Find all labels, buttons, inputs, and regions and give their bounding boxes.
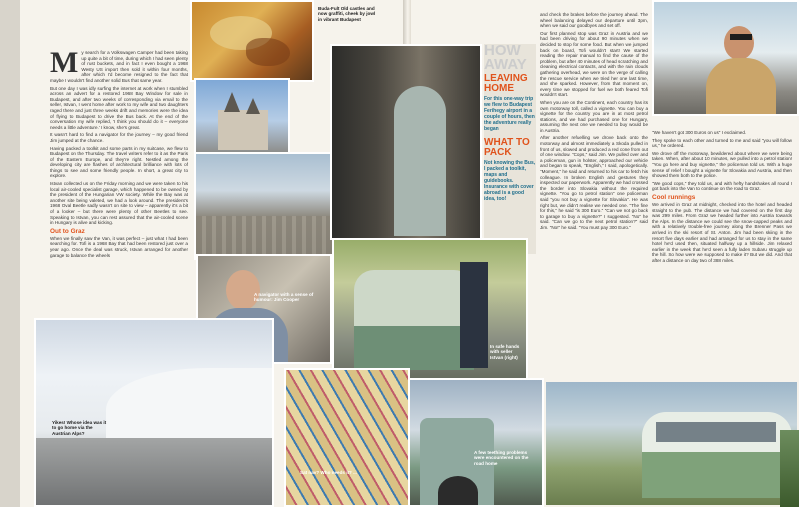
travel-sidebar bbox=[484, 44, 536, 254]
city-panorama-photo bbox=[194, 152, 344, 260]
sidebar-how-away: HOW AWAY bbox=[484, 42, 527, 73]
right-column-1 bbox=[540, 12, 648, 368]
roadside-repair-photo bbox=[408, 378, 544, 507]
page-corner bbox=[780, 430, 799, 507]
body-paragraph: They spoke to each other and turned to me and said "you will follow us," he ordered. bbox=[652, 137, 792, 149]
body-paragraph: When you are on the Continent, each country has its own motorway toll, called a vignette. You can buy a vignette for the country you are in at most petrol stations, and we had purchased one for Hungary, assuming the next one we needed to buy would be in Austria. bbox=[540, 99, 648, 133]
graffiti-photo bbox=[190, 0, 314, 82]
intro-paragraph: It wasn't hard to find a navigator for the journey – my good friend Jim jumped at the chance. bbox=[50, 132, 188, 143]
caption-teething: A few teething problems were encountered on the road home bbox=[474, 450, 529, 466]
caption-snow: Yikes! Whose idea was it to go home via the Austrian Alps? bbox=[52, 420, 107, 436]
caption-budapest: Buda-Fult Old castles and now graffiti, cheek by jowl in vibrant Budapest bbox=[318, 6, 376, 22]
intro-paragraph: When we finally saw the Van, it was perfect – just what I had been searching for. Tofi is a 1968 Bay that had been restored just over a year ago. Once the deal was struck, Istvan arranged for another garage to balance the wheels bbox=[50, 235, 188, 258]
vw-camper-photo bbox=[544, 380, 799, 507]
map-photo bbox=[284, 368, 410, 507]
body-paragraph: After another refuelling we drove back onto the motorway and almost immediately a Skoda pulled in front of us, slowed and produced a red cone from out of one window. "Cops," said Jim. We pulled over and a policeman, gun in holster, approached our vehicle and began to speak, "English," I said, apologetically. "Moment," he said and returned to his car to fetch his colleague. In broken English and gestures they inspected our paperwork. Apparently we had crossed the border into Slovakia without the required vignette. "You go to petrol station" one policeman said "you not buy a vignette for Slovakia". He was right but, we didn't realise we needed one. "The fine for this," he said "is 300 Euro." "Can we not go back to garage to buy a vignette?" I suggested. "No" he said. "Can we go to the next petrol station?" said Jim. "No!" he said. "You must pay 300 Euro." bbox=[540, 135, 648, 230]
sale-photo bbox=[332, 238, 528, 384]
caption-sale: In safe hands with seller Istvan (right) bbox=[490, 344, 520, 360]
intro-column bbox=[50, 50, 188, 312]
sidebar-leaving-home-heading: LEAVING HOME bbox=[484, 73, 528, 94]
subhead-cool-runnings: Cool runnings bbox=[652, 193, 696, 201]
archway-photo bbox=[330, 44, 482, 240]
subhead-out-to-graz: Out to Graz bbox=[50, 227, 85, 235]
body-paragraph: We drove off the motorway, bewildered about where we were being taken. When, after about 10 minutes, we pulled into a petrol station! "You go here and buy vignette," the policeman told us. With a huge sense of relief I bought a vignette for Slovakia and Austria, and then showed them both to the police. bbox=[652, 150, 792, 179]
intro-paragraph: y search for a Volkswagen Camper had been taking up quite a bit of time, during which I had seen plenty of rust buckets, and in fact I even bought a 1968 Westy US import then sold it within four months, after which I'd become resigned to the fact that maybe I wouldn't find another solid Bus that same year. bbox=[50, 50, 188, 83]
drop-cap: M bbox=[50, 50, 79, 79]
right-column-2 bbox=[652, 130, 792, 366]
man-on-deck-photo bbox=[652, 0, 799, 116]
body-paragraph: and check the brakes before the journey ahead. The wheel balancing delayed our departure until 3pm, when we said our goodbyes and set off. bbox=[540, 12, 648, 29]
intro-paragraph: Having packed a toolkit and some parts in my suitcase, we flew to Budapest on the Thursday. The travel writers refer to it as the Paris of the Eastern Europe, and they're right. Nestled among the developing city are flashes of architectural brilliance with lots of things to see and some friendly people. In short, a great city to explore. bbox=[50, 145, 188, 179]
caption-navigator: A navigator with a sense of humour: Jim Cooper bbox=[254, 292, 314, 303]
body-paragraph: "We haven't got 300 Euros on us" I exclaimed. bbox=[652, 130, 747, 135]
left-edge bbox=[0, 0, 20, 507]
sidebar-leaving-home-text: For this one-way trip we flew to Budapest Ferihegy airport in a couple of hours, then the adventure really began bbox=[484, 96, 535, 132]
body-paragraph: We arrived in Graz at midnight, checked into the hotel and headed straight to the pub. The distance we had covered on the first day was 299 miles. From Graz we headed further into Austria towards the Alps. In the distance we could see the snow-capped peaks and with a relatively trouble-free journey along the Brenner Pass we arrived in the ski resort of St. Anton. Jim had been skiing in the resort five days earlier and had arranged for us to stay in the same hotel he'd used then, situated halfway up a hillside. Jim relaxed earlier in the week that he'd seen a fully laden Subaru struggle up the hill. So how were we supposed to make it? But we did. And that after a distance on day two of 388 miles. bbox=[652, 201, 792, 263]
castle-photo bbox=[194, 78, 290, 156]
caption-map: Sat nav? Who needs it? ... bbox=[300, 470, 357, 475]
intro-paragraph: But one day I was idly surfing the internet at work when I stumbled across an advert for a restored 1968 Bay Window for sale in Budapest, and after two weeks of corresponding via email to the seller, Istvan, I went home after work to my wife and two daughters raged there and just three weeks drift and memories were the idea of flying to Budapest to drive the Bus back. At the end of the conversation my wife replied, 'I think you should do it – everyone needs a little adventure.' I know, she's great. bbox=[50, 85, 188, 130]
snowy-road-photo bbox=[34, 318, 274, 507]
body-paragraph: "We good cops," they told us, and with hefty handshakes all round I got back into the Van to continue on the road to Graz. bbox=[652, 180, 792, 192]
sidebar-what-to-pack-heading: WHAT TO PACK bbox=[484, 137, 530, 158]
body-paragraph: Our first planned stop was Graz in Austria and we had been driving for about 90 minutes when we decided to stop for some food. But when we jumped back on board, Tofi wouldn't start! We started reading the repair manual to find the cause of the problem, but after 40 minutes of head scratching and cleaning electrical contacts, and with the rain clouds gathering overhead, we were on the verge of calling the rescue service when we tried her one last time, and she sparked. However, from that moment on, every time we stopped for fuel we both feared Tofi wouldn't start. bbox=[540, 30, 648, 98]
intro-paragraph: Istvan collected us on the Friday morning and we were taken to his local air-cooled specialist garage, which happened to be owned by the president of the Hungarian VW society. While the Bay was at another site being valeted, we had a look around. The president's 1968 Oval Beetle sadly wasn't on site to view – apparently it's a bit of a looker – but there were plenty of other Beetles to see. Speaking to Istvan, you can rest assured that the air-cooled scene in Hungary is alive and kicking. bbox=[50, 181, 188, 226]
sidebar-what-to-pack-text: Not knowing the Bus, I packed a toolkit, maps and guidebooks. Insurance with cover abroad is a good idea, too! bbox=[484, 160, 536, 202]
